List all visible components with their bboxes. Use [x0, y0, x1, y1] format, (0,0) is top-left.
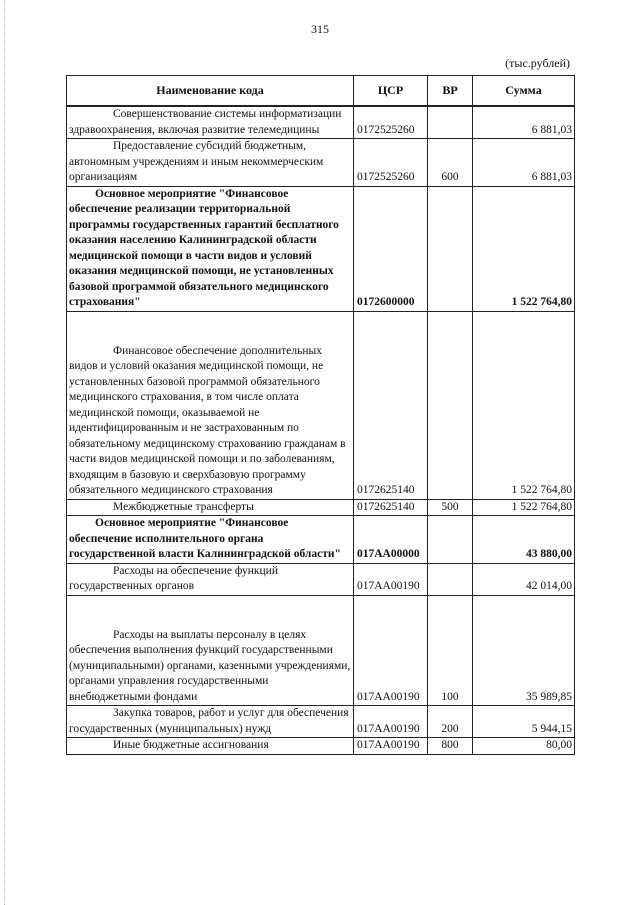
row-sum: 35 989,85 — [473, 595, 575, 706]
scan-edge-line — [4, 0, 6, 905]
row-vr — [428, 516, 473, 564]
row-name: Иные бюджетные ассигнования — [67, 738, 354, 755]
row-name: Расходы на выплаты персоналу в целях обеспечения выполнения функций государственными (муниципальными) органами, казенными учреждениями, органами управления государственными внебюджетными фондами — [67, 595, 354, 706]
row-csr: 017АА00190 — [354, 706, 428, 738]
row-vr: 500 — [428, 499, 473, 516]
table-row — [67, 706, 575, 738]
row-vr: 800 — [428, 738, 473, 755]
row-csr: 017АА00190 — [354, 563, 428, 595]
row-sum: 1 522 764,80 — [473, 499, 575, 516]
row-sum: 1 522 764,80 — [473, 311, 575, 499]
table-row-main-activity — [67, 186, 575, 311]
row-vr: 200 — [428, 706, 473, 738]
row-sum: 43 880,00 — [473, 516, 575, 564]
row-csr: 0172625140 — [354, 499, 428, 516]
row-csr: 017АА00190 — [354, 738, 428, 755]
table-row-main-activity — [67, 516, 575, 564]
row-csr: 0172600000 — [354, 186, 428, 311]
row-name: Основное мероприятие "Финансовое обеспечение реализации территориальной программы государственных гарантий бесплатного оказания населению Калининградской области медицинской помощи в части видов и условий оказания медицинской помощи, не установленных базовой программой обязательного медицинского страхования" — [67, 186, 354, 311]
row-sum: 1 522 764,80 — [473, 186, 575, 311]
row-vr — [428, 563, 473, 595]
row-sum: 42 014,00 — [473, 563, 575, 595]
row-csr: 0172625140 — [354, 311, 428, 499]
row-sum: 80,00 — [473, 738, 575, 755]
row-vr — [428, 186, 473, 311]
row-name: Совершенствование системы информатизации здравоохранения, включая развитие телемедицины — [67, 106, 354, 139]
row-name: Закупка товаров, работ и услуг для обеспечения государственных (муниципальных) нужд — [67, 706, 354, 738]
header-csr: ЦСР — [354, 76, 428, 107]
row-name: Финансовое обеспечение дополнительных видов и условий оказания медицинской помощи, не установленных базовой программой обязательного медицинского страхования, в том числе оплата медицинской помощи, оказываемой не идентифицированным и не застрахованным по обязательному медицинскому страхованию гражданам в части видов медицинской помощи и по заболеваниям, входящим в базовую и сверхбазовую программу обязательного медицинского страхования — [67, 311, 354, 499]
budget-table — [66, 75, 575, 755]
row-vr: 100 — [428, 595, 473, 706]
header-vr: ВР — [428, 76, 473, 107]
table-row — [67, 738, 575, 755]
table-row — [67, 499, 575, 516]
row-sum: 5 944,15 — [473, 706, 575, 738]
row-sum: 6 881,03 — [473, 139, 575, 187]
row-name: Основное мероприятие "Финансовое обеспечение исполнительного органа государственной власти Калининградской области" — [67, 516, 354, 564]
table-row — [67, 139, 575, 187]
units-label: (тыс.рублей) — [505, 56, 570, 70]
table-row — [67, 595, 575, 706]
row-vr — [428, 311, 473, 499]
table-row — [67, 563, 575, 595]
header-sum: Сумма — [473, 76, 575, 107]
row-vr: 600 — [428, 139, 473, 187]
table-header-row — [67, 76, 575, 107]
row-csr: 0172525260 — [354, 106, 428, 139]
row-csr: 0172525260 — [354, 139, 428, 187]
row-name: Предоставление субсидий бюджетным, автономным учреждениям и иным некоммерческим организациям — [67, 139, 354, 187]
row-name: Расходы на обеспечение функций государственных органов — [67, 563, 354, 595]
table-row — [67, 106, 575, 139]
row-sum: 6 881,03 — [473, 106, 575, 139]
row-csr: 017АА00000 — [354, 516, 428, 564]
row-csr: 017АА00190 — [354, 595, 428, 706]
page-number: 315 — [311, 22, 329, 36]
table-row — [67, 311, 575, 499]
row-vr — [428, 106, 473, 139]
header-name: Наименование кода — [67, 76, 354, 107]
row-name: Межбюджетные трансферты — [67, 499, 354, 516]
